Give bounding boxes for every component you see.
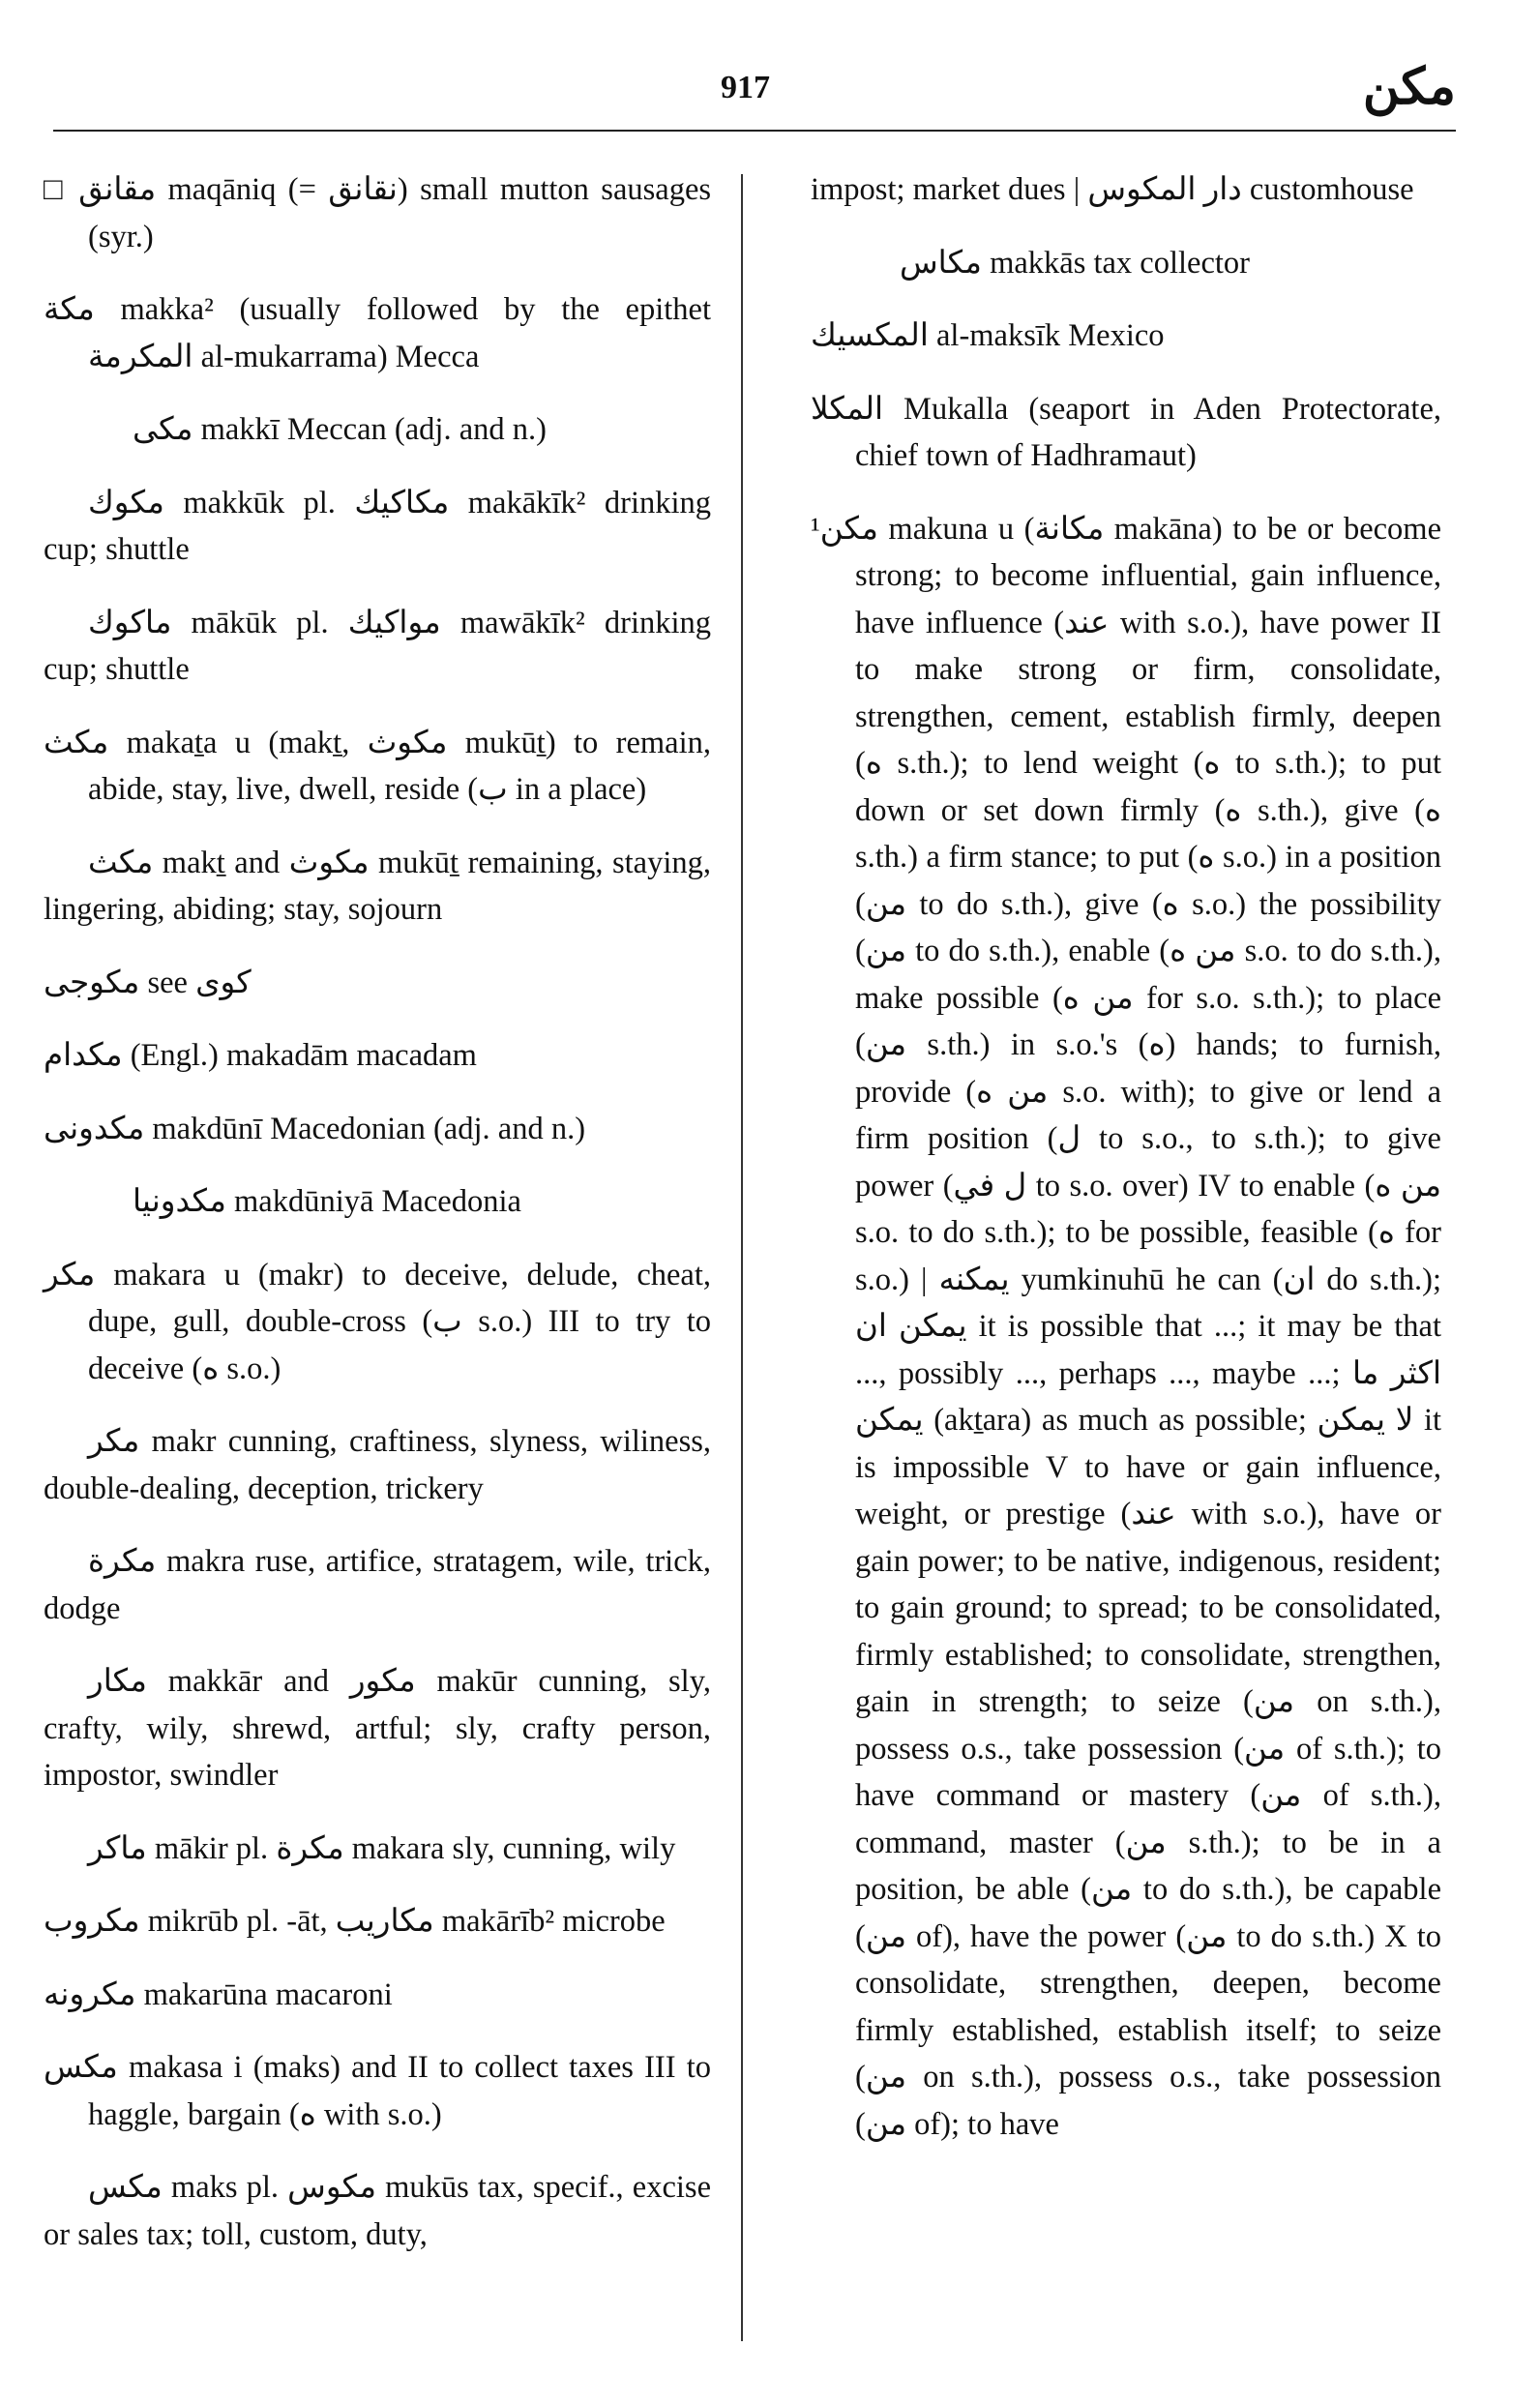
page-number: 917 (721, 70, 770, 105)
dictionary-entry: ماكوك mākūk pl. مواكيك mawākīk² drinking cup; shuttle (44, 605, 711, 687)
dictionary-entry: مكس makasa i (maks) and II to collect taxes III to haggle, bargain (ه with s.o.) (44, 2050, 711, 2132)
dictionary-entry: مكث makṯ and مكوث mukūṯ remaining, staying, lingering, abiding; stay, sojourn (44, 845, 711, 927)
dictionary-entry: المكسيك al-maksīk Mexico (811, 318, 1165, 353)
left-column (44, 166, 711, 2284)
dictionary-entry: مكار makkār and مكور makūr cunning, sly, crafty, wily, shrewd, artful; sly, crafty person, impostor, swindler (44, 1664, 711, 1793)
dictionary-entry: مكة makka² (usually followed by the epithet المكرمة al-mukarrama) Mecca (44, 292, 711, 374)
dictionary-entry: ¹مكن makuna u (مكانة makāna) to be or become strong; to become influential, gain influence, have influence (عند with s.o.), have power II to make strong or firm, consolidate, strengthen, cement, establish firmly, deepen (ه s.th.); to lend weight (ه to s.th.); to put down or set down firmly (ه s.th.), give (ه s.th.) a firm stance; to put (ه s.o.) in a position (من to do s.th.), give (ه s.o.) the possibility (من to do s.th.), enable (من ه s.o. to do s.th.), make possible (من ه for s.o. s.th.); to place (من s.th.) in s.o.'s (ه) hands; to furnish, provide (من ه s.o. with); to give or lend a firm position (ل to s.o., to s.th.); to give power (ل في to s.o. over) IV to enable (من ه s.o. to do s.th.); to be possible, feasible (ه for s.o.) | يمكنه yumkinuhū he can (ان do s.th.); يمكن ان it is possible that ...; it may be that ..., possibly ..., perhaps ..., maybe ...; اكثر ما يمكن (akṯara) as much as possible; لا يمكن it is impossible V to have or gain influence, weight, or prestige (عند with s.o.), have or gain power; to be native, indigenous, resident; to gain ground; to spread; to be consolidated, firmly established; to consolidate, strengthen, gain in strength; to seize (من on s.th.), possess o.s., take possession (من of s.th.); to have command or mastery (من of s.th.), command, master (من s.th.); to be in a position, be able (من to do s.th.), be capable (من of), have the power (من to do s.th.) X to consolidate, strengthen, deepen, become firmly established, establish itself; to seize (من on s.th.), possess o.s., take possession (من of); to have (811, 511, 1442, 2142)
dictionary-entry: مكدونى makdūnī Macedonian (adj. and n.) (44, 1111, 586, 1146)
dictionary-entry: مكدام (Engl.) makadām macadam (44, 1038, 477, 1073)
dictionary-entry: مكدونيا makdūniyā Macedonia (133, 1184, 521, 1219)
dictionary-entry: مكر makara u (makr) to deceive, delude, cheat, dupe, gull, double-cross (ب s.o.) III to try to deceive (ه s.o.) (44, 1257, 711, 1386)
dictionary-entry: مكروب mikrūb pl. -āt, مكاريب makārīb² microbe (44, 1904, 666, 1939)
page-header (53, 58, 1456, 135)
header-rule (53, 130, 1456, 132)
dictionary-entry: ماكر mākir pl. مكرة makara sly, cunning, wily (88, 1830, 676, 1866)
right-column (811, 166, 1441, 2174)
dictionary-entry: مكرة makra ruse, artifice, stratagem, wile, trick, dodge (44, 1544, 711, 1626)
dictionary-entry: مكى makkī Meccan (adj. and n.) (133, 412, 547, 447)
column-divider (741, 174, 743, 2341)
running-headword: مكن (1362, 60, 1456, 115)
dictionary-entry: مكاس makkās tax collector (900, 245, 1250, 281)
dictionary-entry: المكلا Mukalla (seaport in Aden Protectorate, chief town of Hadhramaut) (811, 391, 1441, 473)
dictionary-entry: مكس maks pl. مكوس mukūs tax, specif., excise or sales tax; toll, custom, duty, (44, 2170, 711, 2252)
dictionary-entry: مكث makaṯa u (makṯ, مكوث mukūṯ) to remain, abide, stay, live, dwell, reside (ب in a place) (44, 725, 711, 807)
dictionary-entry: مكوك makkūk pl. مكاكيك makākīk² drinking cup; shuttle (44, 485, 712, 567)
dictionary-entry: □ مقانق maqāniq (= نقانق) small mutton sausages (syr.) (44, 172, 712, 254)
dictionary-entry: مكرونه makarūna macaroni (44, 1976, 393, 2012)
dictionary-entry: مكوجى see كوى (44, 965, 252, 1000)
dictionary-entry: impost; market dues | دار المكوس customhouse (811, 172, 1414, 207)
dictionary-entry: مكر makr cunning, craftiness, slyness, wiliness, double-dealing, deception, trickery (44, 1424, 711, 1506)
